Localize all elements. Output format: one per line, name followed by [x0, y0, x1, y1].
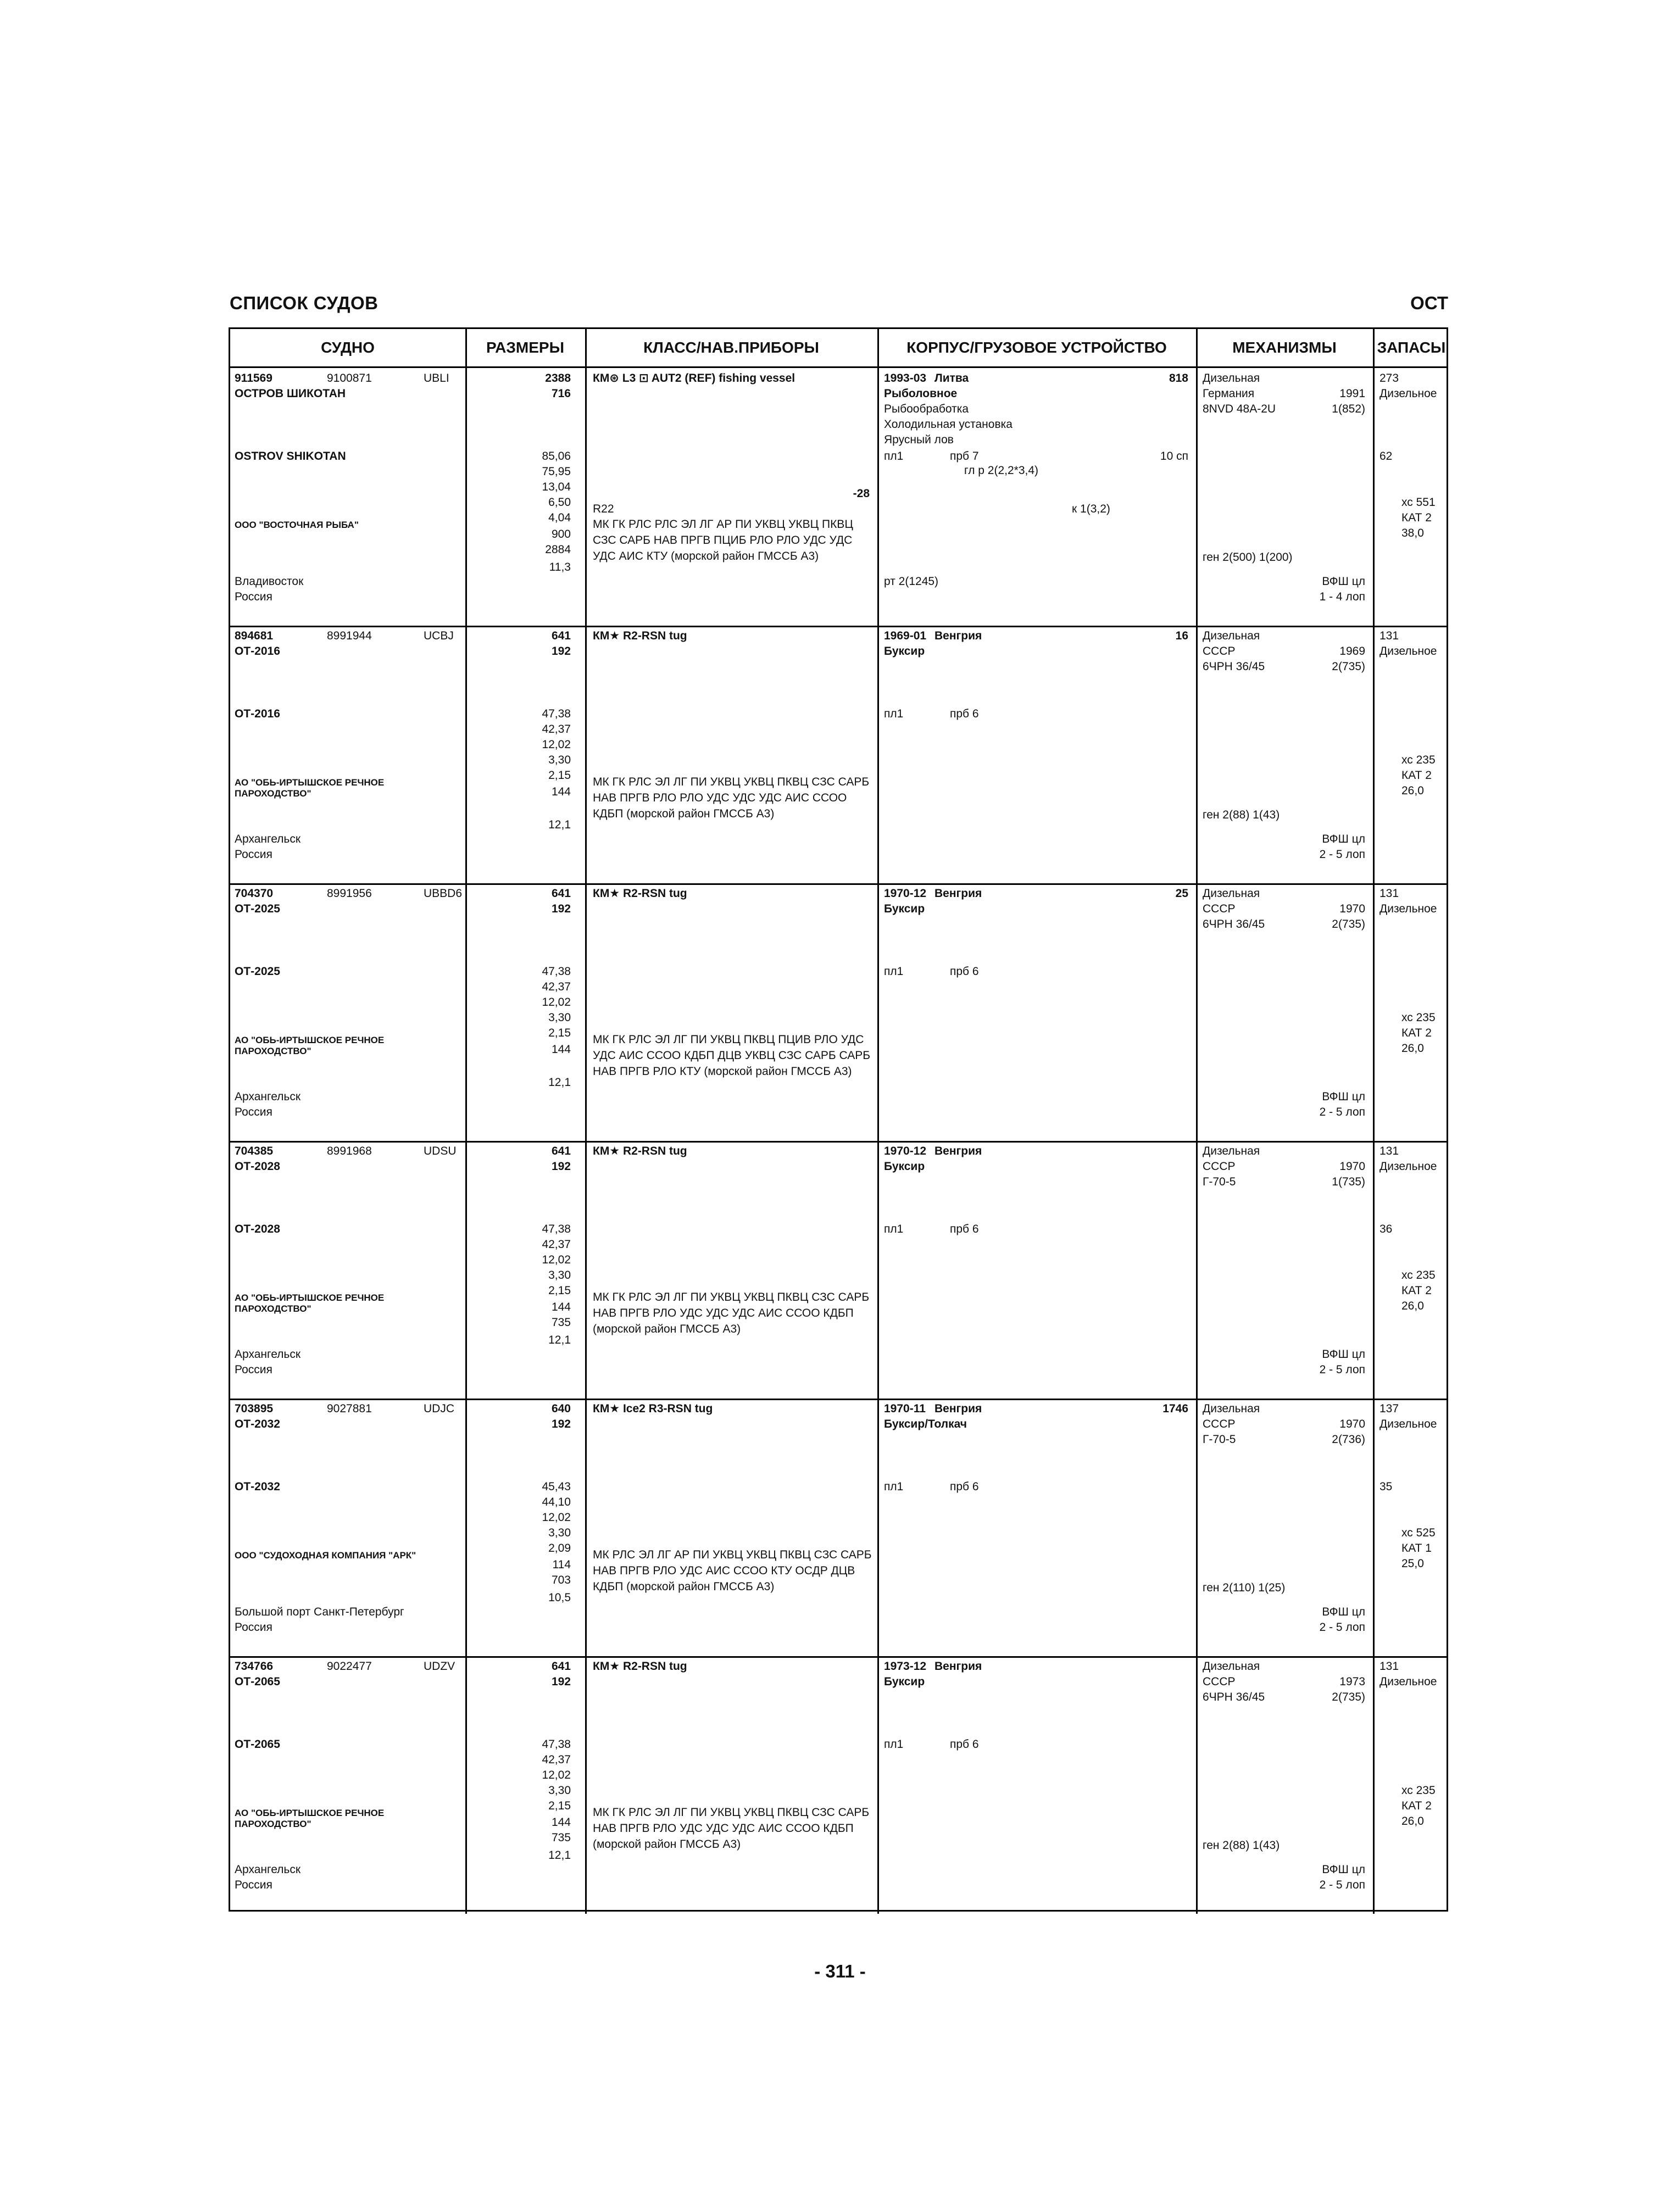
vessel-name-ru: ОСТРОВ ШИКОТАН: [235, 387, 346, 400]
gross-tonnage: 641: [551, 1660, 571, 1673]
vessel-name-ru: ОТ-2016: [235, 645, 280, 658]
deck-info: пл1: [884, 1223, 904, 1235]
engine-type: Дизельная: [1203, 1145, 1260, 1157]
vessel-record: [230, 368, 1447, 627]
tonnage-value: 11,3: [549, 561, 571, 573]
owner-name: АО "ОБЬ-ИРТЫШСКОЕ РЕЧНОЕ ПАРОХОДСТВО": [235, 777, 385, 799]
generators: ген 2(500) 1(200): [1203, 551, 1293, 564]
cat-value: КАТ 2: [1401, 769, 1432, 782]
owner-name: ООО "СУДОХОДНАЯ КОМПАНИЯ "АРК": [235, 1550, 416, 1561]
propeller-blades: 2 - 5 лоп: [1319, 848, 1365, 861]
dimension-value: 75,95: [542, 465, 571, 478]
vessel-record: [230, 1656, 1447, 1914]
engine-country: СССР: [1203, 1418, 1236, 1430]
class-notation: КМ★ Ice2 R3-RSN tug: [593, 1402, 713, 1415]
class-notation: КМ★ R2-RSN tug: [593, 1660, 687, 1673]
home-port: Владивосток: [235, 575, 304, 588]
dimension-value: 4,04: [548, 511, 571, 524]
tonnage-value: 703: [551, 1574, 571, 1586]
fuel-type: Дизельное: [1379, 1675, 1437, 1688]
col-header-hull: КОРПУС/ГРУЗОВОЕ УСТРОЙСТВО: [906, 339, 1167, 356]
cat-value: КАТ 2: [1401, 1800, 1432, 1812]
gross-tonnage: 641: [551, 630, 571, 642]
dimension-value: 13,04: [542, 481, 571, 493]
tonnage-value: 144: [551, 1816, 571, 1829]
engine-year: 1991: [1339, 387, 1365, 400]
hull-feature: Рыбообработка: [884, 403, 969, 415]
tonnage-value: 12,1: [548, 1849, 571, 1862]
fuel-type: Дизельное: [1379, 387, 1437, 400]
col-header-machinery: МЕХАНИЗМЫ: [1232, 339, 1337, 356]
engine-power: 2(736): [1332, 1433, 1365, 1446]
flag-country: Россия: [235, 1363, 272, 1376]
nav-equipment: МК ГК РЛС ЭЛ ЛГ ПИ УКВЦ ПКВЦ ПЦИВ РЛО УДС УДС АИС ССОО КДБП ДЦВ УКВЦ СЗС САРБ САРБ НАВ ПРГВ РЛО КТУ (морской район ГМССБ А3): [593, 1033, 871, 1078]
engine-year: 1970: [1339, 1160, 1365, 1173]
xc-value: хс 525: [1401, 1527, 1436, 1539]
build-date: 1973-12: [884, 1660, 927, 1673]
bulkheads: прб 7: [950, 450, 979, 463]
propeller: ВФШ цл: [1322, 833, 1365, 845]
fuel-capacity: 137: [1379, 1402, 1399, 1415]
home-port: Архангельск: [235, 1863, 301, 1876]
build-date: 1969-01: [884, 630, 927, 642]
dimension-value: 12,02: [542, 1254, 571, 1266]
vessel-record: [230, 626, 1447, 885]
class-notation: КМ⊛ L3 ⊡ AUT2 (REF) fishing vessel: [593, 372, 796, 385]
engine-model: 6ЧРН 36/45: [1203, 918, 1265, 931]
engine-year: 1970: [1339, 1418, 1365, 1430]
engine-model: 6ЧРН 36/45: [1203, 660, 1265, 673]
fuel-capacity: 131: [1379, 1660, 1399, 1673]
deadweight: 1746: [1162, 1402, 1188, 1415]
cat-number: 38,0: [1401, 527, 1424, 539]
col-header-vessel: СУДНО: [321, 339, 375, 356]
deck-info: пл1: [884, 1738, 904, 1751]
flag-country: Россия: [235, 1879, 272, 1891]
fuel-capacity: 131: [1379, 1145, 1399, 1157]
dimension-value: 2,15: [548, 1027, 571, 1039]
propeller-blades: 2 - 5 лоп: [1319, 1879, 1365, 1891]
nav-equipment: МК РЛС ЭЛ ЛГ АР ПИ УКВЦ УКВЦ ПКВЦ СЗС САРБ НАВ ПРГВ РЛО УДС АИС ССОО КТУ ОСДР ДЦВ КДБП (морской район ГМССБ А3): [593, 1548, 872, 1593]
build-country: Венгрия: [934, 887, 982, 900]
dimension-value: 44,10: [542, 1496, 571, 1508]
dimension-value: 42,37: [542, 981, 571, 993]
sp-info: 10 сп: [1160, 450, 1188, 463]
flag-country: Россия: [235, 1621, 272, 1634]
nav-equipment: МК ГК РЛС РЛС ЭЛ ЛГ АР ПИ УКВЦ УКВЦ ПКВЦ СЗС САРБ НАВ ПРГВ ПЦИБ РЛО РЛО УДС УДС УДС АИС КТУ (морской район ГМССБ А3): [593, 518, 853, 562]
imo-number: 9027881: [327, 1402, 372, 1415]
engine-power: 2(735): [1332, 660, 1365, 673]
build-country: Венгрия: [934, 1145, 982, 1157]
engine-country: СССР: [1203, 645, 1236, 658]
cat-value: КАТ 1: [1401, 1542, 1432, 1555]
tonnage-value: 144: [551, 1301, 571, 1313]
water-capacity: 62: [1379, 450, 1393, 463]
dimension-value: 47,38: [542, 965, 571, 978]
dimension-value: 85,06: [542, 450, 571, 463]
generators: ген 2(110) 1(25): [1203, 1581, 1286, 1594]
cat-value: КАТ 2: [1401, 1284, 1432, 1297]
vessel-record: [230, 1399, 1447, 1658]
dimension-value: 2,15: [548, 1284, 571, 1297]
col-header-class: КЛАСС/НАВ.ПРИБОРЫ: [643, 339, 819, 356]
cat-number: 26,0: [1401, 1042, 1424, 1055]
dimension-value: 2,15: [548, 769, 571, 782]
class-notation: КМ★ R2-RSN tug: [593, 1145, 687, 1157]
imo-number: 9022477: [327, 1660, 372, 1673]
cargo-gear: гл р 2(2,2*3,4): [964, 464, 1039, 477]
reg-number: 704385: [235, 1145, 274, 1157]
tonnage-value: 900: [551, 528, 571, 541]
fuel-capacity: 273: [1379, 372, 1399, 385]
tonnage-value: 12,1: [548, 1334, 571, 1346]
tonnage-value: 12,1: [548, 818, 571, 831]
water-capacity: 35: [1379, 1480, 1393, 1493]
vessel-record: [230, 883, 1447, 1143]
fuel-capacity: 131: [1379, 630, 1399, 642]
r-class: R22: [593, 503, 614, 515]
propeller: ВФШ цл: [1322, 1348, 1365, 1361]
home-port: Архангельск: [235, 833, 301, 845]
vessel-type: Буксир: [884, 645, 925, 658]
engine-power: 2(735): [1332, 918, 1365, 931]
dimension-value: 6,50: [548, 496, 571, 509]
build-country: Венгрия: [934, 1402, 982, 1415]
engine-power: 2(735): [1332, 1691, 1365, 1703]
ice-temperature: -28: [853, 487, 870, 500]
fuel-type: Дизельное: [1379, 645, 1437, 658]
engine-type: Дизельная: [1203, 1660, 1260, 1673]
vessel-type: Буксир/Толкач: [884, 1418, 967, 1430]
dimension-value: 47,38: [542, 1738, 571, 1751]
engine-power: 1(852): [1332, 403, 1365, 415]
deck-info: пл1: [884, 965, 904, 978]
dimension-value: 3,30: [548, 1527, 571, 1539]
tonnage-value: 114: [552, 1558, 571, 1571]
nav-equipment: МК ГК РЛС ЭЛ ЛГ ПИ УКВЦ УКВЦ ПКВЦ СЗС САРБ НАВ ПРГВ РЛО РЛО УДС УДС УДС АИС ССОО КДБП (морской район ГМССБ А3): [593, 776, 870, 820]
tonnage-value: 735: [551, 1316, 571, 1329]
col-header-dimensions: РАЗМЕРЫ: [486, 339, 565, 356]
imo-number: 9100871: [327, 372, 372, 385]
reg-number: 734766: [235, 1660, 274, 1673]
dimension-value: 12,02: [542, 738, 571, 751]
propeller-blades: 2 - 5 лоп: [1319, 1363, 1365, 1376]
build-date: 1970-12: [884, 1145, 927, 1157]
tonnage-value: 144: [551, 1043, 571, 1056]
vessel-name-en: ОТ-2025: [235, 965, 280, 978]
call-sign: UBBD6: [424, 887, 463, 900]
vessel-name-ru: ОТ-2032: [235, 1418, 280, 1430]
generators: ген 2(88) 1(43): [1203, 809, 1280, 821]
cat-value: КАТ 2: [1401, 1027, 1432, 1039]
dimension-value: 12,02: [542, 1511, 571, 1524]
engine-model: 8NVD 48A-2U: [1203, 403, 1276, 415]
vessel-name-en: ОТ-2065: [235, 1738, 280, 1751]
owner-name: ООО "ВОСТОЧНАЯ РЫБА": [235, 520, 359, 530]
bulkheads: прб 6: [950, 1738, 979, 1751]
flag-country: Россия: [235, 848, 272, 861]
propeller: ВФШ цл: [1322, 1090, 1365, 1103]
call-sign: UDJC: [424, 1402, 454, 1415]
engine-country: СССР: [1203, 1160, 1236, 1173]
deadweight: 16: [1175, 630, 1188, 642]
deck-info: пл1: [884, 1480, 904, 1493]
deck-info: пл1: [884, 708, 904, 720]
engine-model: Г-70-5: [1203, 1433, 1236, 1446]
dimension-value: 47,38: [542, 1223, 571, 1235]
net-tonnage: 192: [551, 1418, 571, 1430]
deadweight: 25: [1175, 887, 1188, 900]
tonnage-value: 2884: [545, 543, 571, 556]
bulkheads: прб 6: [950, 1223, 979, 1235]
xc-value: хс 551: [1401, 496, 1436, 509]
imo-number: 8991956: [327, 887, 372, 900]
cat-number: 26,0: [1401, 784, 1424, 797]
call-sign: UDSU: [424, 1145, 457, 1157]
propeller: ВФШ цл: [1322, 1606, 1365, 1618]
build-date: 1970-11: [884, 1402, 926, 1415]
vessel-name-ru: ОТ-2028: [235, 1160, 280, 1173]
net-tonnage: 716: [551, 387, 571, 400]
engine-year: 1973: [1339, 1675, 1365, 1688]
table-header: [230, 329, 1447, 368]
xc-value: хс 235: [1401, 754, 1436, 766]
dimension-value: 12,02: [542, 996, 571, 1009]
engine-type: Дизельная: [1203, 630, 1260, 642]
net-tonnage: 192: [551, 1160, 571, 1173]
dimension-value: 42,37: [542, 1238, 571, 1251]
vessel-name-ru: ОТ-2065: [235, 1675, 280, 1688]
fuel-type: Дизельное: [1379, 1418, 1437, 1430]
xc-value: хс 235: [1401, 1269, 1436, 1282]
home-port: Большой порт Санкт-Петербург: [235, 1606, 404, 1618]
vessel-record: [230, 1141, 1447, 1400]
dimension-value: 2,15: [548, 1800, 571, 1812]
gross-tonnage: 641: [551, 1145, 571, 1157]
home-port: Архангельск: [235, 1348, 301, 1361]
owner-name: АО "ОБЬ-ИРТЫШСКОЕ РЕЧНОЕ ПАРОХОДСТВО": [235, 1293, 385, 1314]
reg-number: 703895: [235, 1402, 274, 1415]
gross-tonnage: 2388: [545, 372, 571, 385]
vessel-name-en: OSTROV SHIKOTAN: [235, 450, 346, 463]
hull-feature: Ярусный лов: [884, 433, 954, 446]
fuel-type: Дизельное: [1379, 903, 1437, 915]
tonnage-value: 144: [551, 786, 571, 798]
generators: ген 2(88) 1(43): [1203, 1839, 1280, 1852]
engine-year: 1970: [1339, 903, 1365, 915]
dimension-value: 12,02: [542, 1769, 571, 1781]
vessel-name-ru: ОТ-2025: [235, 903, 280, 915]
nav-equipment: МК ГК РЛС ЭЛ ЛГ ПИ УКВЦ УКВЦ ПКВЦ СЗС САРБ НАВ ПРГВ РЛО УДС УДС УДС АИС ССОО КДБП (морской район ГМССБ А3): [593, 1291, 870, 1335]
dimension-value: 42,37: [542, 723, 571, 736]
propeller: ВФШ цл: [1322, 575, 1365, 588]
deck-info: пл1: [884, 450, 904, 463]
gross-tonnage: 640: [551, 1402, 571, 1415]
propeller-blades: 2 - 5 лоп: [1319, 1621, 1365, 1634]
rt-info: рт 2(1245): [884, 575, 939, 588]
reg-number: 911569: [235, 372, 272, 385]
call-sign: UDZV: [424, 1660, 455, 1673]
dimension-value: 47,38: [542, 708, 571, 720]
class-notation: КМ★ R2-RSN tug: [593, 630, 687, 642]
vessel-type: Рыболовное: [884, 387, 958, 400]
tonnage-value: 12,1: [548, 1076, 571, 1089]
build-country: Литва: [934, 372, 969, 385]
call-sign: UCBJ: [424, 630, 454, 642]
water-capacity: 36: [1379, 1223, 1393, 1235]
propeller-blades: 2 - 5 лоп: [1319, 1106, 1365, 1118]
build-country: Венгрия: [934, 1660, 982, 1673]
engine-type: Дизельная: [1203, 887, 1260, 900]
ship-register-table: [229, 327, 1448, 1912]
call-sign: UBLI: [424, 372, 449, 385]
tonnage-value: 10,5: [548, 1591, 571, 1604]
engine-power: 1(735): [1332, 1176, 1365, 1188]
hull-feature: Холодильная установка: [884, 418, 1013, 431]
engine-country: Германия: [1203, 387, 1255, 400]
propeller: ВФШ цл: [1322, 1863, 1365, 1876]
cat-number: 25,0: [1401, 1557, 1424, 1570]
xc-value: хс 235: [1401, 1784, 1436, 1797]
reg-number: 894681: [235, 630, 274, 642]
engine-type: Дизельная: [1203, 1402, 1260, 1415]
dimension-value: 3,30: [548, 1011, 571, 1024]
page-title: СПИСОК СУДОВ: [230, 293, 379, 313]
flag-country: Россия: [235, 591, 272, 603]
dimension-value: 3,30: [548, 1269, 571, 1282]
build-date: 1993-03: [884, 372, 927, 385]
section-label: ОСТ: [1410, 293, 1448, 313]
cat-number: 26,0: [1401, 1815, 1424, 1828]
vessel-type: Буксир: [884, 1160, 925, 1173]
dimension-value: 2,09: [548, 1542, 571, 1555]
owner-name: АО "ОБЬ-ИРТЫШСКОЕ РЕЧНОЕ ПАРОХОДСТВО": [235, 1808, 385, 1829]
vessel-name-en: ОТ-2016: [235, 708, 280, 720]
vessel-name-en: ОТ-2028: [235, 1223, 280, 1235]
cat-value: КАТ 2: [1401, 511, 1432, 524]
engine-year: 1969: [1339, 645, 1365, 658]
dimension-value: 3,30: [548, 1784, 571, 1797]
imo-number: 8991944: [327, 630, 372, 642]
dimension-value: 45,43: [542, 1480, 571, 1493]
build-date: 1970-12: [884, 887, 927, 900]
engine-country: СССР: [1203, 903, 1236, 915]
home-port: Архангельск: [235, 1090, 301, 1103]
page-number: - 311 -: [814, 1961, 866, 1981]
tonnage-value: 735: [551, 1831, 571, 1844]
dimension-value: 42,37: [542, 1753, 571, 1766]
net-tonnage: 192: [551, 1675, 571, 1688]
bulkheads: прб 6: [950, 965, 979, 978]
build-country: Венгрия: [934, 630, 982, 642]
engine-type: Дизельная: [1203, 372, 1260, 385]
deadweight: 818: [1169, 372, 1188, 385]
flag-country: Россия: [235, 1106, 272, 1118]
engine-model: Г-70-5: [1203, 1176, 1236, 1188]
fuel-type: Дизельное: [1379, 1160, 1437, 1173]
k-info: к 1(3,2): [1072, 503, 1110, 515]
imo-number: 8991968: [327, 1145, 372, 1157]
bulkheads: прб 6: [950, 1480, 979, 1493]
vessel-type: Буксир: [884, 1675, 925, 1688]
bulkheads: прб 6: [950, 708, 979, 720]
net-tonnage: 192: [551, 903, 571, 915]
xc-value: хс 235: [1401, 1011, 1436, 1024]
net-tonnage: 192: [551, 645, 571, 658]
engine-country: СССР: [1203, 1675, 1236, 1688]
fuel-capacity: 131: [1379, 887, 1399, 900]
vessel-type: Буксир: [884, 903, 925, 915]
engine-model: 6ЧРН 36/45: [1203, 1691, 1265, 1703]
cat-number: 26,0: [1401, 1300, 1424, 1312]
propeller-blades: 1 - 4 лоп: [1319, 591, 1365, 603]
vessel-name-en: ОТ-2032: [235, 1480, 280, 1493]
nav-equipment: МК ГК РЛС ЭЛ ЛГ ПИ УКВЦ УКВЦ ПКВЦ СЗС САРБ НАВ ПРГВ РЛО УДС УДС УДС АИС ССОО КДБП (морской район ГМССБ А3): [593, 1806, 870, 1851]
reg-number: 704370: [235, 887, 274, 900]
owner-name: АО "ОБЬ-ИРТЫШСКОЕ РЕЧНОЕ ПАРОХОДСТВО": [235, 1035, 385, 1056]
col-header-stores: ЗАПАСЫ: [1377, 339, 1446, 356]
dimension-value: 3,30: [548, 754, 571, 766]
gross-tonnage: 641: [551, 887, 571, 900]
class-notation: КМ★ R2-RSN tug: [593, 887, 687, 900]
